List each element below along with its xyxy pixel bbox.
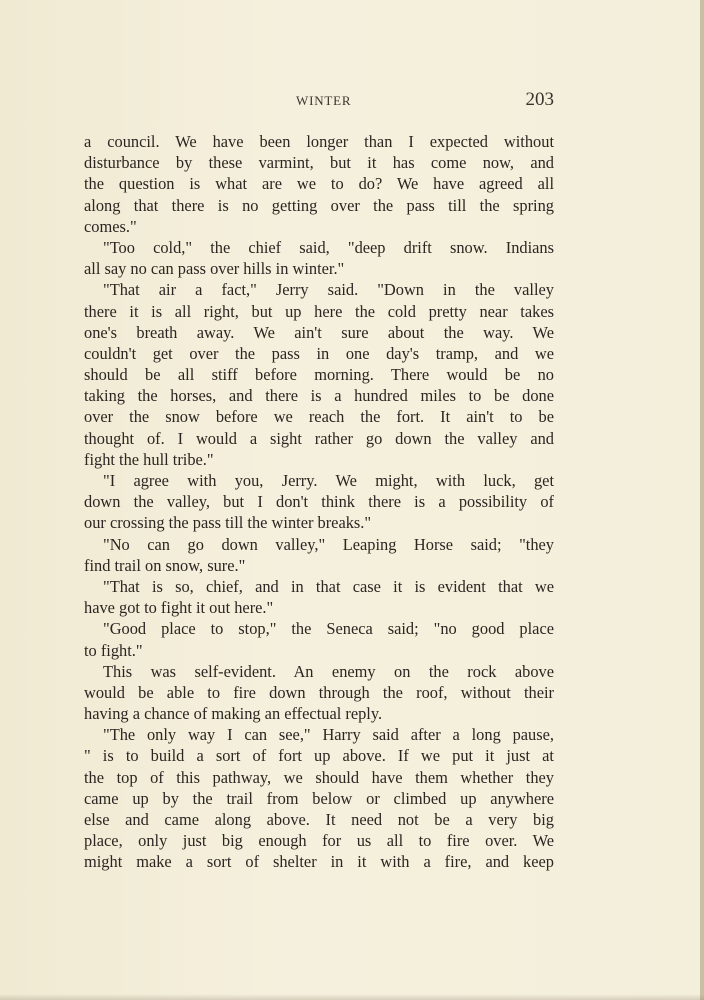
text-line: fight the hull tribe." — [84, 449, 214, 469]
text-line: a council. We have been longer than I expected without — [84, 132, 554, 151]
text-line: along that there is no getting over the pass till the spring — [84, 195, 554, 215]
page-edge — [700, 0, 704, 1000]
page-number: 203 — [525, 89, 554, 110]
text-line: there it is all right, but up here the cold pretty near takes — [84, 301, 554, 321]
text-line: place, only just big enough for us all to fire over. We — [84, 831, 554, 851]
page-bottom-shadow — [0, 994, 704, 1000]
text-line: have got to fight it out here." — [84, 598, 274, 618]
text-line: all say no can pass over hills in winter." — [84, 259, 345, 279]
text-line: disturbance by these varmint, but it has come now, and — [84, 153, 554, 173]
text-line: might make a sort of shelter in it with a fire, and keep — [84, 852, 554, 872]
running-head — [84, 90, 554, 114]
text-line: down the valley, but I don't think there is a possibility of — [84, 492, 554, 512]
text-line: the question is what are we to do? We have agreed all — [84, 174, 554, 194]
text-line: "Too cold," the chief said, "deep drift snow. Indians — [103, 237, 554, 257]
text-line: "I agree with you, Jerry. We might, with luck, get — [103, 471, 554, 490]
text-line: couldn't get over the pass in one day's tramp, and we — [84, 343, 554, 363]
text-line: our crossing the pass till the winter breaks." — [84, 513, 372, 533]
body-text — [84, 131, 554, 873]
text-line: over the snow before we reach the fort. It ain't to be — [84, 407, 554, 427]
text-line: having a chance of making an effectual reply. — [84, 704, 383, 724]
text-line: would be able to fire down through the roof, without their — [84, 682, 554, 702]
text-line: "That air a fact," Jerry said. "Down in the valley — [103, 280, 554, 300]
text-line: came up by the trail from below or climbed up anywhere — [84, 788, 554, 808]
text-line: "Good place to stop," the Seneca said; "no good place — [103, 619, 554, 639]
text-line: "No can go down valley," Leaping Horse said; "they — [103, 534, 554, 554]
text-line: This was self-evident. An enemy on the rock above — [103, 661, 554, 681]
text-line: should be all stiff before morning. There would be no — [84, 365, 554, 385]
text-line: the top of this pathway, we should have them whether they — [84, 767, 554, 787]
text-line: " is to build a sort of fort up above. If we put it just at — [84, 746, 554, 766]
text-line: to fight." — [84, 640, 143, 660]
text-line: else and came along above. It need not be a very big — [84, 810, 554, 829]
text-line: find trail on snow, sure." — [84, 555, 246, 575]
text-line: "The only way I can see," Harry said after a long pause, — [103, 725, 554, 745]
text-line: one's breath away. We ain't sure about the way. We — [84, 322, 554, 342]
text-line: taking the horses, and there is a hundred miles to be done — [84, 386, 554, 406]
text-line: "That is so, chief, and in that case it is evident that we — [103, 576, 554, 596]
running-title: WINTER — [296, 93, 352, 108]
text-line: thought of. I would a sight rather go down the valley and — [84, 428, 554, 448]
text-line: comes." — [84, 216, 137, 236]
